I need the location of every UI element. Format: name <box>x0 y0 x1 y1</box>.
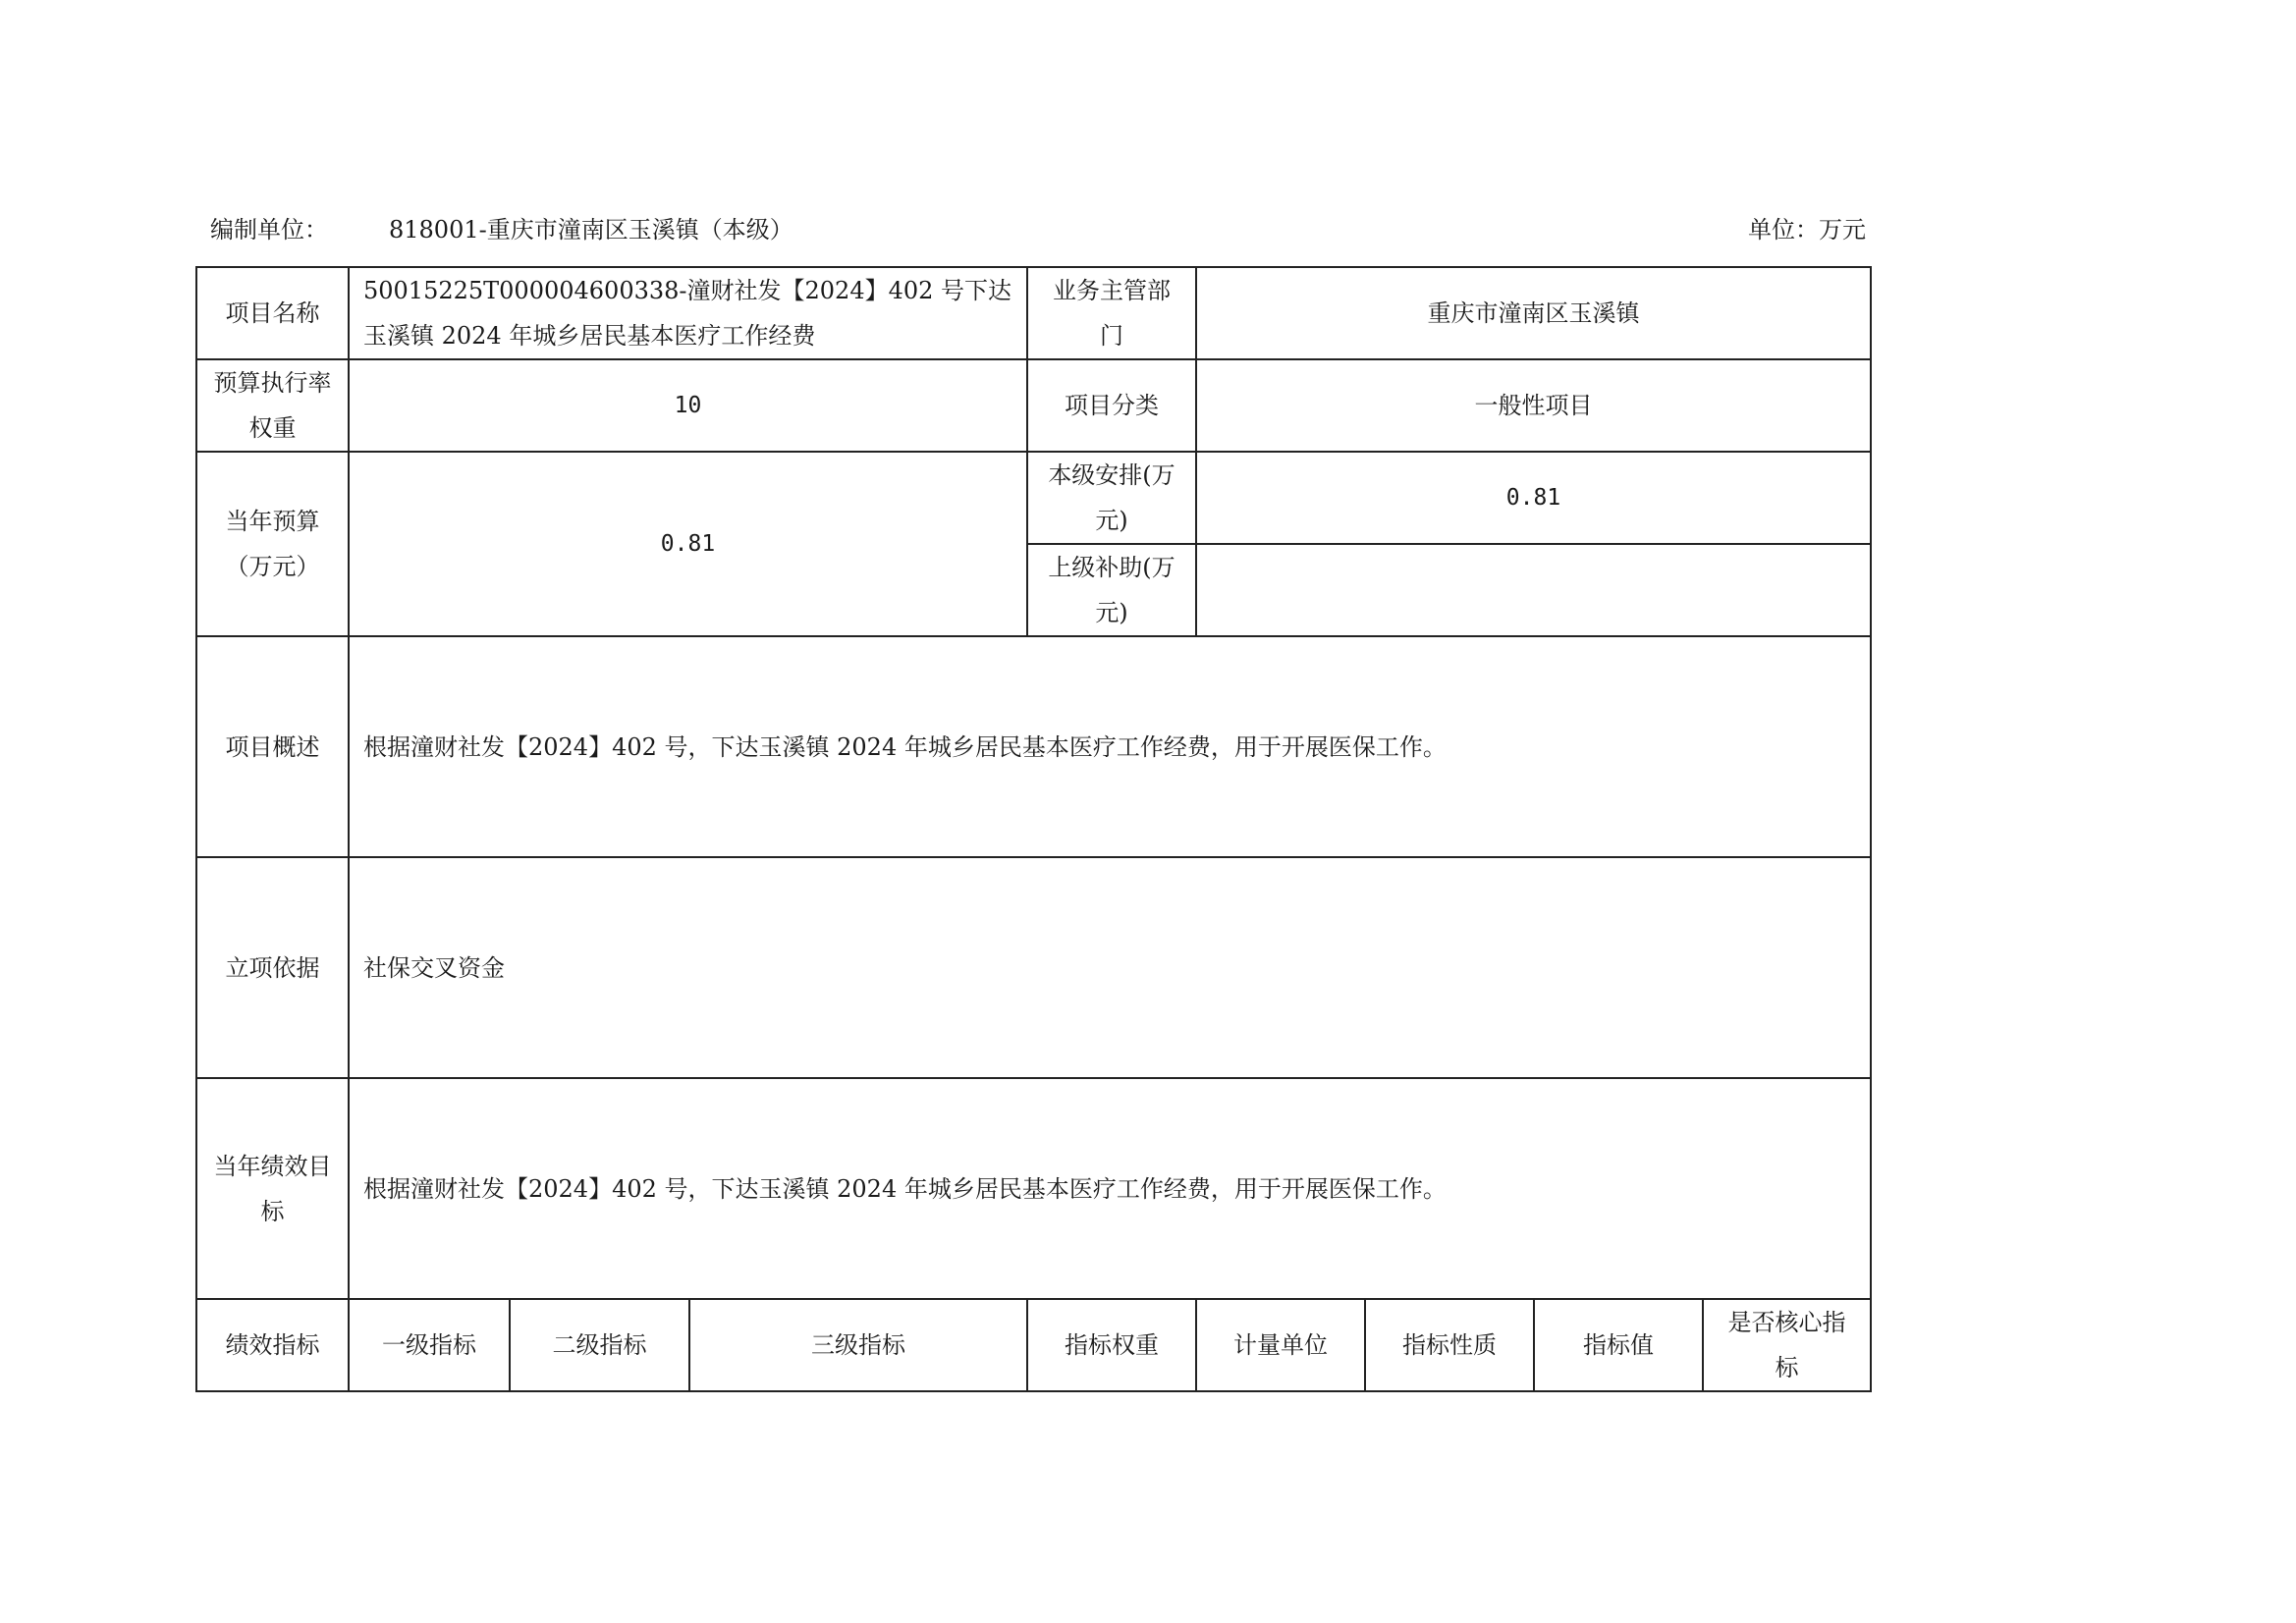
category-label: 项目分类 <box>1027 359 1196 452</box>
basis-label: 立项依据 <box>196 857 349 1078</box>
row-indicator-header <box>196 1299 1871 1391</box>
weight-value: 10 <box>349 359 1027 452</box>
row-weight <box>196 359 1871 452</box>
row-basis <box>196 857 1871 1078</box>
basis-value: 社保交叉资金 <box>349 857 1871 1078</box>
upper-label: 上级补助(万元) <box>1027 544 1196 636</box>
dept-label: 业务主管部门 <box>1027 267 1196 359</box>
project-name-value: 50015225T000004600338-潼财社发【2024】402 号下达玉溪镇 2024 年城乡居民基本医疗工作经费 <box>349 267 1027 359</box>
indicator-core-header: 是否核心指标 <box>1703 1299 1871 1391</box>
row-project-name <box>196 267 1871 359</box>
budget-value: 0.81 <box>349 452 1027 636</box>
goal-value: 根据潼财社发【2024】402 号，下达玉溪镇 2024 年城乡居民基本医疗工作经费，用于开展医保工作。 <box>349 1078 1871 1299</box>
overview-value: 根据潼财社发【2024】402 号，下达玉溪镇 2024 年城乡居民基本医疗工作经费，用于开展医保工作。 <box>349 636 1871 857</box>
indicator-value-header: 指标值 <box>1534 1299 1703 1391</box>
local-value: 0.81 <box>1196 452 1871 544</box>
compiling-unit-label: 编制单位： <box>210 216 328 243</box>
local-label: 本级安排(万元) <box>1027 452 1196 544</box>
upper-value <box>1196 544 1871 636</box>
currency-unit: 单位：万元 <box>1748 216 1866 243</box>
compiling-unit <box>210 210 793 249</box>
budget-label: 当年预算（万元） <box>196 452 349 636</box>
dept-value: 重庆市潼南区玉溪镇 <box>1196 267 1871 359</box>
category-value: 一般性项目 <box>1196 359 1871 452</box>
row-goal <box>196 1078 1871 1299</box>
row-overview <box>196 636 1871 857</box>
project-name-label: 项目名称 <box>196 267 349 359</box>
indicator-level1-header: 一级指标 <box>349 1299 510 1391</box>
indicator-unit-header: 计量单位 <box>1196 1299 1365 1391</box>
indicator-weight-header: 指标权重 <box>1027 1299 1196 1391</box>
overview-label: 项目概述 <box>196 636 349 857</box>
weight-label: 预算执行率权重 <box>196 359 349 452</box>
performance-target-table <box>195 266 1872 1392</box>
indicator-level3-header: 三级指标 <box>689 1299 1027 1391</box>
compiling-unit-value: 818001-重庆市潼南区玉溪镇（本级） <box>389 216 793 243</box>
indicator-nature-header: 指标性质 <box>1365 1299 1534 1391</box>
indicator-label: 绩效指标 <box>196 1299 349 1391</box>
row-budget-local <box>196 452 1871 544</box>
indicator-level2-header: 二级指标 <box>510 1299 689 1391</box>
goal-label: 当年绩效目标 <box>196 1078 349 1299</box>
